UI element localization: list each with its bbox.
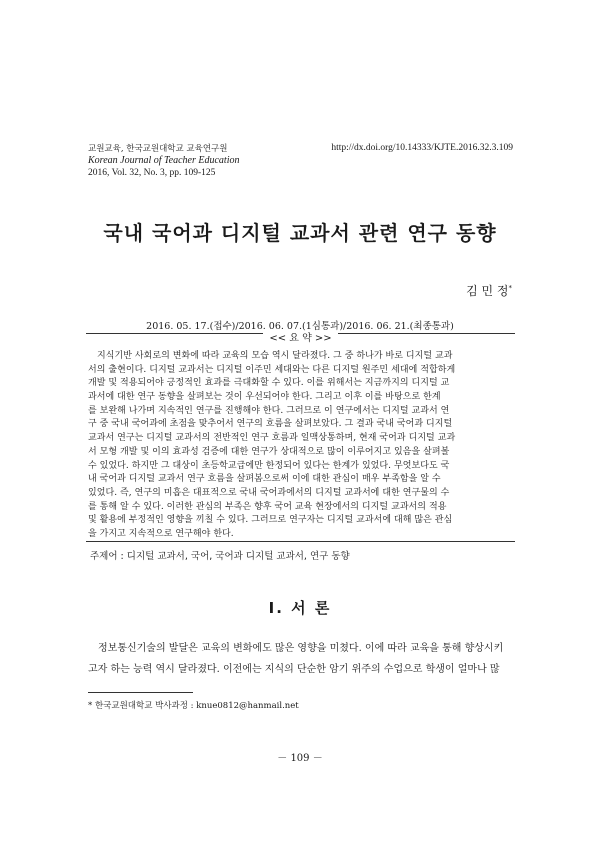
abstract-line: 를 통해 알 수 있다. 이러한 관심의 부족은 향후 국어 교육 현장에서의 디지털 교과서의 적용 [88,501,447,512]
journal-info [88,143,239,179]
abstract-line: 과서에 대한 연구 동향을 살펴보는 것이 우선되어야 한다. 그리고 이후 이를 바탕으로 한계 [88,392,441,403]
abstract-line: 및 활용에 부정적인 영향을 끼칠 수 있다. 그러므로 연구자는 디지털 교과서에 대해 많은 관심 [88,515,453,526]
abstract-line: 서 모형 개발 및 이의 효과성 검증에 대한 연구가 상대적으로 많이 이루어지고 있음을 살펴볼 [88,446,450,457]
abstract-line: 지식기반 사회로의 변화에 따라 교육의 모습 역시 달라졌다. 그 중 하나가 바로 디지털 교과 [97,351,453,361]
abstract-heading-wrap [86,326,515,345]
abstract-line: 를 보완해 나가며 지속적인 연구를 진행해야 한다. 그러므로 이 연구에서는 디지털 교과서 연 [88,405,450,416]
section-heading-introduction: Ⅰ. 서 론 [268,599,332,617]
paper-title: 국내 국어과 디지털 교과서 관련 연구 동향 [103,221,497,245]
abstract-line: 서의 출현이다. 디지털 교과서는 디지털 이주민 세대와는 다른 디지털 원주민 세대에 적합하게 [88,364,456,375]
abstract-line: 교과서 연구는 디지털 교과서의 전반적인 연구 흐름과 일맥상통하며, 현재 국어과 디지털 교과 [88,433,456,444]
body-line: 고자 하는 능력 역시 달라졌다. 이전에는 지식의 단순한 암기 위주의 수업으로 학생이 얼마나 많 [88,663,500,675]
body-line: 정보통신기술의 발달은 교육의 변화에도 많은 영향을 미쳤다. 이에 따라 교육을 통해 향상시키 [98,643,504,654]
abstract-text [88,350,513,542]
author [466,282,512,299]
abstract-box [86,333,515,542]
abstract-line: 개발 및 적용되어야 긍정적인 효과를 극대화할 수 있다. 이를 위해서는 지금까지의 디지털 교 [88,378,450,389]
abstract-line: 내 국어과 디지털 교과서 연구 흐름을 살펴봄으로써 이에 대한 관심이 매우 부족함을 알 수 [88,474,441,485]
abstract-line: 수 있었다. 하지만 그 대상이 초등학교급에만 한정되어 있다는 한계가 있었다. 무엇보다도 국 [88,460,450,471]
footnote: * 한국교원대학교 박사과정 : knue0812@hanmail.net [88,701,299,711]
publisher: 교원교육, 한국교원대학교 교육연구원 [88,144,228,154]
author-footnote-mark: * [508,284,512,292]
submission-dates: 2016. 05. 17.(접수)/2016. 06. 07.(1심통과)/2016. 06. 21.(최종통과) [146,321,454,332]
footnote-divider [88,692,193,693]
abstract-line: 을 가지고 지속적으로 연구해야 한다. [88,528,234,539]
keywords: 주제어 : 디지털 교과서, 국어, 국어과 디지털 교과서, 연구 동향 [90,551,350,562]
doi-link[interactable]: http://dx.doi.org/10.14333/KJTE.2016.32.3.109 [331,143,513,153]
abstract-line: 있었다. 즉, 연구의 미흡은 대표적으로 국내 국어과에서의 디지털 교과서에 대한 연구물의 수 [88,487,450,498]
author-name: 김 민 정 [466,284,509,298]
journal-name: Korean Journal of Teacher Education [88,155,240,166]
abstract-heading: << 요 약 >> [263,333,337,344]
journal-issue: 2016, Vol. 32, No. 3, pp. 109-125 [88,168,216,178]
page-number: － 109 － [277,753,323,764]
abstract-line: 구 중 국내 국어과에 초점을 맞추어서 연구의 흐름을 살펴보았다. 그 결과 국내 국어과 디지털 [88,419,453,430]
body-text [88,639,516,680]
